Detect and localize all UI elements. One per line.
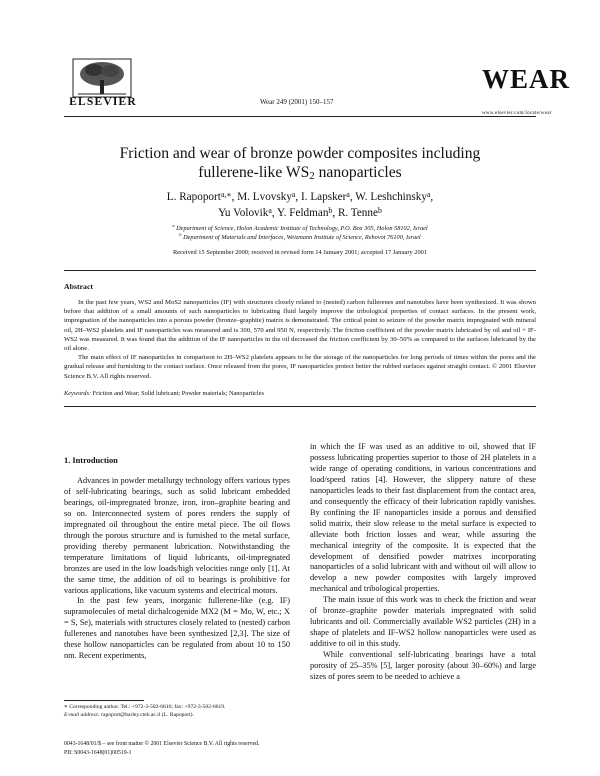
body-paragraph: in which the IF was used as an additive to oil, showed that IF possess lubricating properties superior to those of 2H platelets in a wide range of operating conditions, in various concentrations and load/speed ratios [4]. However, the slippery nature of these nanoparticles leads to their fast displacement from the contact area, and consequently the efficacy of their lubrication rapidly vanishes. By confining the IF nanoparticles inside a porous and densified solid matrix, their slow release to the metal surface is expected to alleviate both friction losses and wear, while assuring the mechanical integrity of the composite. It is expected that the development of densified powder matrixes incorporating nanoparticles of a solid lubricant with and without oil will allow to develop a new powder composites with largely improved mechanical and tribological properties. (310, 442, 536, 594)
keywords-label: Keywords: (64, 390, 92, 397)
email-label: E-mail address: (64, 712, 100, 718)
author-list: L. Rapoport$^{a,∗}$, M. Lvovsky$^a$, I. Lapsker$^a$, W. Leshchinsky$^a$, Yu Volovik$^a$, Y. Feldman$^b$, R. Tenne$^b$ (166, 190, 434, 219)
abstract-paragraph: The main effect of IF nanoparticles in comparison to 2H–WS2 platelets appears to be the storage of the nanoparticles for long periods of times within the pores and the gradual release and furnishing to the contact surface. Once released from the pores, IF nanoparticles protect better the rubbed surfaces against straight contact. © 2001 Elsevier Science B.V. All rights reserved. (64, 354, 536, 380)
column-right (310, 442, 536, 683)
title-line-2: fullerene-like $WS_2$ nanoparticles (198, 164, 402, 182)
abstract-top-rule (64, 270, 536, 271)
publisher-name: ELSEVIER (69, 96, 137, 108)
page-footer (64, 740, 259, 757)
affiliation-a: $^a$ Department of Science, Holon Academic Institute of Technology, P.O. Box 305, Holon 58102, Israel (172, 223, 428, 232)
author: W. Leshchinsky (355, 191, 427, 203)
footnote-rule (64, 700, 144, 701)
email-address[interactable]: rapoport@barley.cteh.ac.il (L. Rapoport). (101, 712, 194, 718)
author: R. Tenne (337, 207, 378, 219)
author: Yu Volovik (218, 207, 269, 219)
author: M. Lvovsky (237, 191, 292, 203)
body-paragraph: While conventional self-lubricating bearings have a total porosity of 25–35% [5], larger porosity (about 30–60%) and large sizes of pores seem to be needed to achieve a (310, 650, 536, 682)
journal-name: WEAR (482, 64, 571, 94)
title-line-1: Friction and wear of bronze powder composites including (119, 145, 481, 162)
header-rule (64, 116, 536, 117)
corresponding-author: ∗ Corresponding author. Tel.: +972-3-502-6616; fax: +972-3-502-6619. (64, 704, 226, 710)
abstract-bottom-rule (64, 406, 536, 407)
journal-reference: Wear 249 (2001) 150–157 (260, 98, 334, 106)
received-dates: Received 15 September 2000; received in revised form 14 January 2001; accepted 17 January 2001 (172, 249, 428, 256)
article-title (70, 144, 530, 182)
abstract-heading: Abstract (64, 282, 94, 291)
author: Y. Feldman (277, 207, 329, 219)
author: L. Rapoport (166, 191, 221, 203)
journal-url[interactable]: www.elsevier.com/locate/wear (482, 111, 552, 116)
body-paragraph: In the past few years, inorganic fullerene-like (e.g. IF) supramolecules of metal dichalcogenide MX2 (M = Mo, W, etc.; X = S, Se), materials with structures closely related to (nested) carbon fullerenes and nanotubes have been synthesized [2,3]. The size of these hollow nanoparticles can be regulated from about 10 to 150 nm. Recent experiments, (64, 596, 290, 661)
copyright-line: 0043-1648/01/$ – see front matter © 2001 Elsevier Science B.V. All rights reserved. (64, 741, 260, 747)
column-left (64, 476, 290, 662)
keywords-list: Friction and Wear; Solid lubricant; Powder materials; Nanoparticles (92, 390, 264, 397)
abstract-body (64, 298, 536, 381)
pii-line: PII: S0043-1648(01)00519-1 (64, 749, 132, 756)
section-heading-introduction: 1. Introduction (64, 456, 118, 465)
affiliation-b: $^b$ Department of Materials and Interfaces, Weizmann Institute of Science, Rehovot 76100, Israel (179, 232, 421, 241)
abstract-paragraph: In the past few years, WS2 and MoS2 nanoparticles (IF) with structures closely related to (nested) carbon fullerenes and nanotubes have been synthesized. It was shown before that addition of a small amounts of such nanoparticles to lubricating fluid largely improve the tribological properties of contact surfaces. In the present work, impregnation of the nanoparticles into a porous powder (bronze–graphite) matrix is demonstrated. The critical point to seizure of the powder matrix impregnated with mineral oil, 2H–WS2 platelets and IF nanoparticles was measured and is 300, 570 and 950 N, respectively. The friction coefficient of the powder matrix lubricated by oil and oil + IF-WS2 was measured. It was found that the addition of the IF nanoparticles in the oil decreased the friction coefficient by 30–50% as compared to the surfaces lubricated by the oil alone. (64, 299, 536, 353)
keywords (64, 390, 264, 397)
author: I. Lapsker (301, 191, 347, 203)
body-paragraph: The main issue of this work was to check the friction and wear of bronze–graphite powder materials impregnated with solid lubricants and oil. Commercially available WS2 particles (2H) in a shape of platelets and IF-WS2 hollow nanoparticles were used as additive to oil in this study. (310, 595, 536, 649)
body-paragraph: Advances in powder metallurgy technology offers various types of self-lubricating bearings, such as solid lubricant embedded bearings, oil-impregnated bronze, iron, iron–graphite bearing and so on. Interconnected system of pores renders the supply of impregnated oil throughout the entire metal piece. The oil flows through the porous structure and is furnished to the metal surface, providing thereby permanent lubrication. Notwithstanding the temperature limitations of liquid lubricants, oil-impregnated bronzes are used in the low loads/high velocities range only [1]. At the same time, the addition of oil to bearings is prohibitive for various applications, like vacuum systems and electrical motors. (64, 476, 290, 595)
affiliations (70, 224, 530, 242)
footnote (64, 703, 304, 719)
